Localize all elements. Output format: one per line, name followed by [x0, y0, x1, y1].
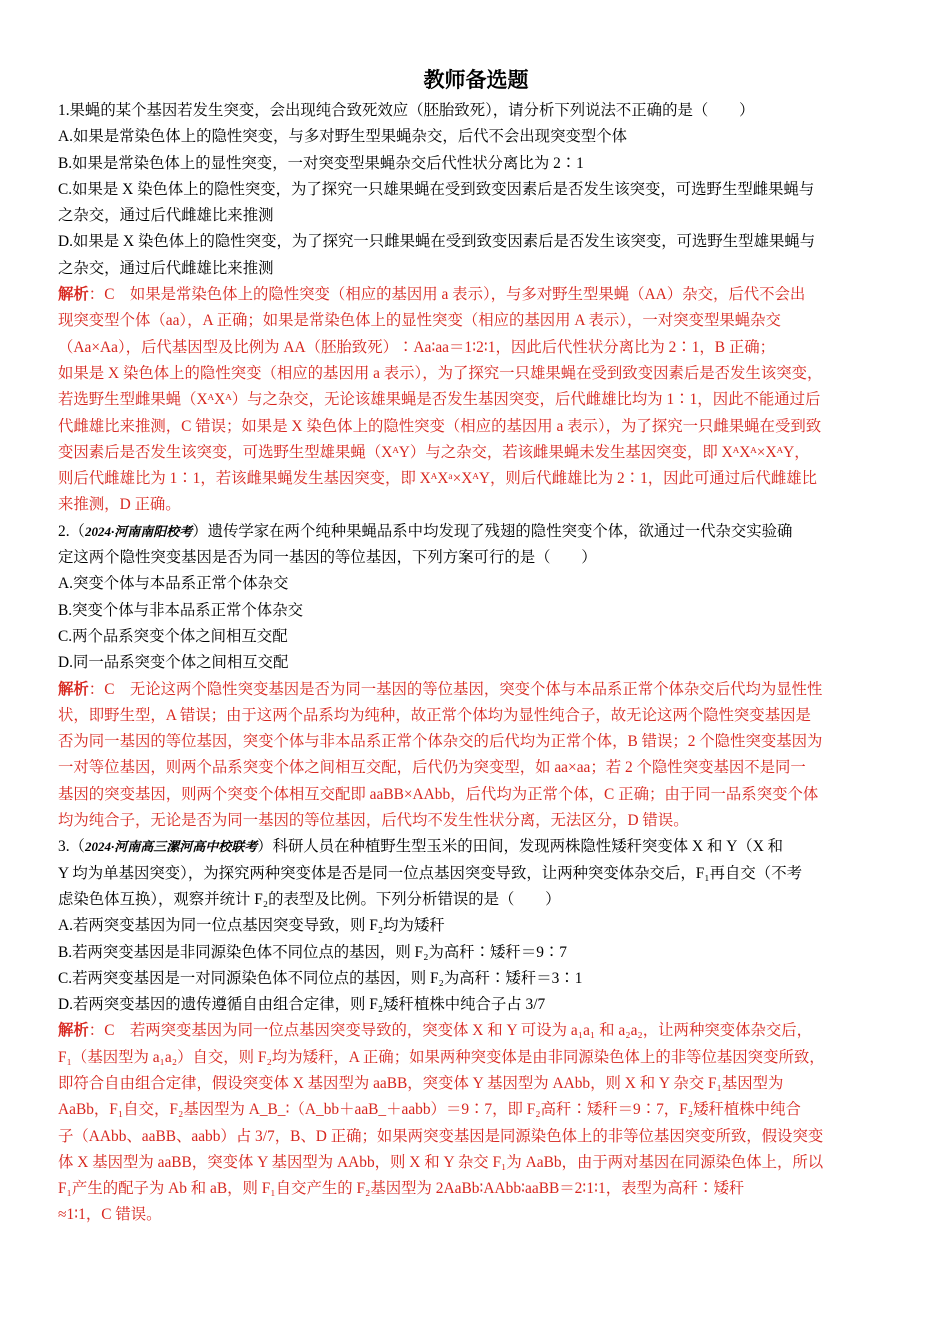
analysis-line: ：C 如果是常染色体上的隐性突变（相应的基因用 a 表示），与多对野生型果蝇（AA）杂交，后代不会出 [88, 286, 806, 304]
analysis-line: 均为纯合子，无论是否为同一基因的等位基因，后代均不发生性状分离，无法区分，D 错误。 [58, 812, 689, 830]
question-1-option-b: B.如果是常染色体上的显性突变，一对突变型果蝇杂交后代性状分离比为 2∶1 [58, 154, 584, 172]
analysis-line: 如果是 X 染色体上的隐性突变（相应的基因用 a 表示），为了探究一只雄果蝇在受到致变因素后是否发生该突变， [58, 364, 823, 382]
question-1-stem: 1.果蝇的某个基因若发生突变，会出现纯合致死效应（胚胎致死），请分析下列说法不正确的是（ ） [58, 102, 755, 119]
question-3-stem-line-1: ）科研人员在种植野生型玉米的田间，发现两株隐性矮秆突变体 X 和 Y（X 和 [257, 838, 784, 856]
question-1-option-c-line-2: 之杂交，通过后代雌雄比来推测 [58, 207, 274, 225]
question-2-option-c: C.两个品系突变个体之间相互交配 [58, 627, 288, 645]
analysis-line: 基因的突变基因，则两个突变个体相互交配即 aaBB×AAbb，后代均为正常个体，C 正确；由于同一品系突变个体 [58, 785, 819, 803]
question-2 [58, 519, 894, 835]
question-1-analysis [58, 282, 894, 519]
analysis-label: 解析 [58, 680, 89, 698]
question-3-stem-line-3: 虑染色体互换），观察并统计 F₂的表型及比例。下列分析错误的是（ ） [58, 890, 561, 908]
analysis-line: ≈1∶1，C 错误。 [58, 1206, 162, 1224]
analysis-label: 解析 [58, 1022, 89, 1040]
question-3 [58, 834, 894, 1228]
question-2-stem-line-2: 定这两个隐性突变基因是否为同一基因的等位基因，下列方案可行的是（ ） [58, 549, 597, 567]
page-title: 教师备选题 [423, 68, 529, 92]
analysis-line: 否为同一基因的等位基因，突变个体与非本品系正常个体杂交的后代均为正常个体，B 错误；2 个隐性突变基因为 [58, 733, 823, 751]
question-1 [58, 98, 894, 519]
question-1-option-a: A.如果是常染色体上的隐性突变，与多对野生型果蝇杂交，后代不会出现突变型个体 [58, 128, 628, 146]
analysis-line: ：C 若两突变基因为同一位点基因突变导致的，突变体 X 和 Y 可设为 a₁a₁ 和 a₂a₂，让两种突变体杂交后， [88, 1022, 813, 1040]
question-2-option-b: B.突变个体与非本品系正常个体杂交 [58, 601, 303, 619]
analysis-line: F₁（基因型为 a₁a₂）自交，则 F₂均为矮秆，A 正确；如果两种突变体是由非同源染色体上的非等位基因突变所致， [58, 1048, 825, 1066]
analysis-line: 变因素后是否发生该突变，可选野生型雄果蝇（XᴬY）与之杂交，若该雌果蝇未发生基因突变，即 XᴬXᴬ×XᴬY， [58, 443, 810, 461]
analysis-line: 则后代雌雄比为 1∶1，若该雌果蝇发生基因突变，即 XᴬXᵃ×XᴬY，则后代雌雄比为 2∶1，因此可通过后代雌雄比 [58, 470, 818, 488]
analysis-line: AaBb，F₁自交，F₂基因型为 A_B_∶（A_bb＋aaB_＋aabb）＝9∶7，即 F₂高秆∶矮秆＝9∶7，F₂矮秆植株中纯合 [58, 1101, 801, 1119]
question-2-analysis [58, 677, 894, 835]
analysis-line: 体 X 基因型为 aaBB，突变体 Y 基因型为 AAbb，则 X 和 Y 杂交 F₁为 AaBb，由于两对基因在同源染色体上，所以 [58, 1153, 824, 1171]
question-3-option-d: D.若两突变基因的遗传遵循自由组合定律，则 F₂矮秆植株中纯合子占 3/7 [58, 996, 546, 1014]
question-3-number: 3.（ [58, 838, 85, 856]
analysis-line: 现突变型个体（aa），A 正确；如果是常染色体上的显性突变（相应的基因用 A 表示），一对突变型果蝇杂交 [58, 312, 781, 330]
question-3-option-c: C.若两突变基因是一对同源染色体不同位点的基因，则 F₂为高秆∶矮秆＝3∶1 [58, 969, 583, 987]
question-2-stem-line-1: ）遗传学家在两个纯种果蝇品系中均发现了残翅的隐性突变个体，欲通过一代杂交实验确 [192, 522, 793, 540]
analysis-line: 一对等位基因，则两个品系突变个体之间相互交配，后代仍为突变型，如 aa×aa；若 2 个隐性突变基因不是同一 [58, 759, 806, 777]
analysis-line: F₁产生的配子为 Ab 和 aB，则 F₁自交产生的 F₂基因型为 2AaBb∶AAbb∶aaBB＝2∶1∶1，表型为高秆∶矮秆 [58, 1180, 745, 1198]
analysis-line: 子（AAbb、aaBB、aabb）占 3/7，B、D 正确；如果两突变基因是同源染色体上的非等位基因突变所致，假设突变 [58, 1127, 824, 1145]
analysis-line: 状，即野生型，A 错误；由于这两个品系均为纯种，故正常个体均为显性纯合子，故无论这两个隐性突变基因是 [58, 706, 811, 724]
question-3-option-a: A.若两突变基因为同一位点基因突变导致，则 F₂均为矮秆 [58, 917, 445, 935]
analysis-line: （Aa×Aa），后代基因型及比例为 AA（胚胎致死）∶Aa∶aa＝1∶2∶1，因此后代性状分离比为 2∶1，B 正确； [58, 338, 776, 356]
question-3-source: 2024·河南高三漯河高中校联考 [84, 839, 258, 855]
question-1-option-d-line-2: 之杂交，通过后代雌雄比来推测 [58, 259, 274, 277]
analysis-line: 若选野生型雌果蝇（XᴬXᴬ）与之杂交，无论该雄果蝇是否发生基因突变，后代雌雄比均为 1∶1，因此不能通过后 [58, 391, 821, 409]
question-3-analysis [58, 1018, 894, 1228]
question-2-number: 2.（ [58, 522, 85, 540]
question-1-option-c-line-1: C.如果是 X 染色体上的隐性突变，为了探究一只雄果蝇在受到致变因素后是否发生该突变，可选野生型雌果蝇与 [58, 180, 815, 198]
analysis-line: ：C 无论这两个隐性突变基因是否为同一基因的等位基因，突变个体与本品系正常个体杂交后代均为显性性 [88, 680, 823, 698]
question-2-option-d: D.同一品系突变个体之间相互交配 [58, 654, 289, 672]
question-3-option-b: B.若两突变基因是非同源染色体不同位点的基因，则 F₂为高秆∶矮秆＝9∶7 [58, 943, 567, 961]
question-1-option-d-line-1: D.如果是 X 染色体上的隐性突变，为了探究一只雌果蝇在受到致变因素后是否发生该突变，可选野生型雄果蝇与 [58, 233, 816, 251]
question-3-stem-line-2: Y 均为单基因突变），为探究两种突变体是否是同一位点基因突变导致，让两种突变体杂交后，F₁再自交（不考 [58, 864, 802, 882]
analysis-line: 即符合自由组合定律，假设突变体 X 基因型为 aaBB，突变体 Y 基因型为 AAbb，则 X 和 Y 杂交 F₁基因型为 [58, 1074, 784, 1092]
question-2-source: 2024·河南南阳校考 [84, 523, 193, 539]
analysis-label: 解析 [58, 286, 89, 304]
analysis-line: 代雌雄比来推测，C 错误；如果是 X 染色体上的隐性突变（相应的基因用 a 表示），为了探究一只雌果蝇在受到致 [58, 417, 822, 435]
analysis-line: 来推测，D 正确。 [58, 496, 181, 514]
document-page [58, 62, 894, 1229]
question-2-option-a: A.突变个体与本品系正常个体杂交 [58, 575, 289, 593]
